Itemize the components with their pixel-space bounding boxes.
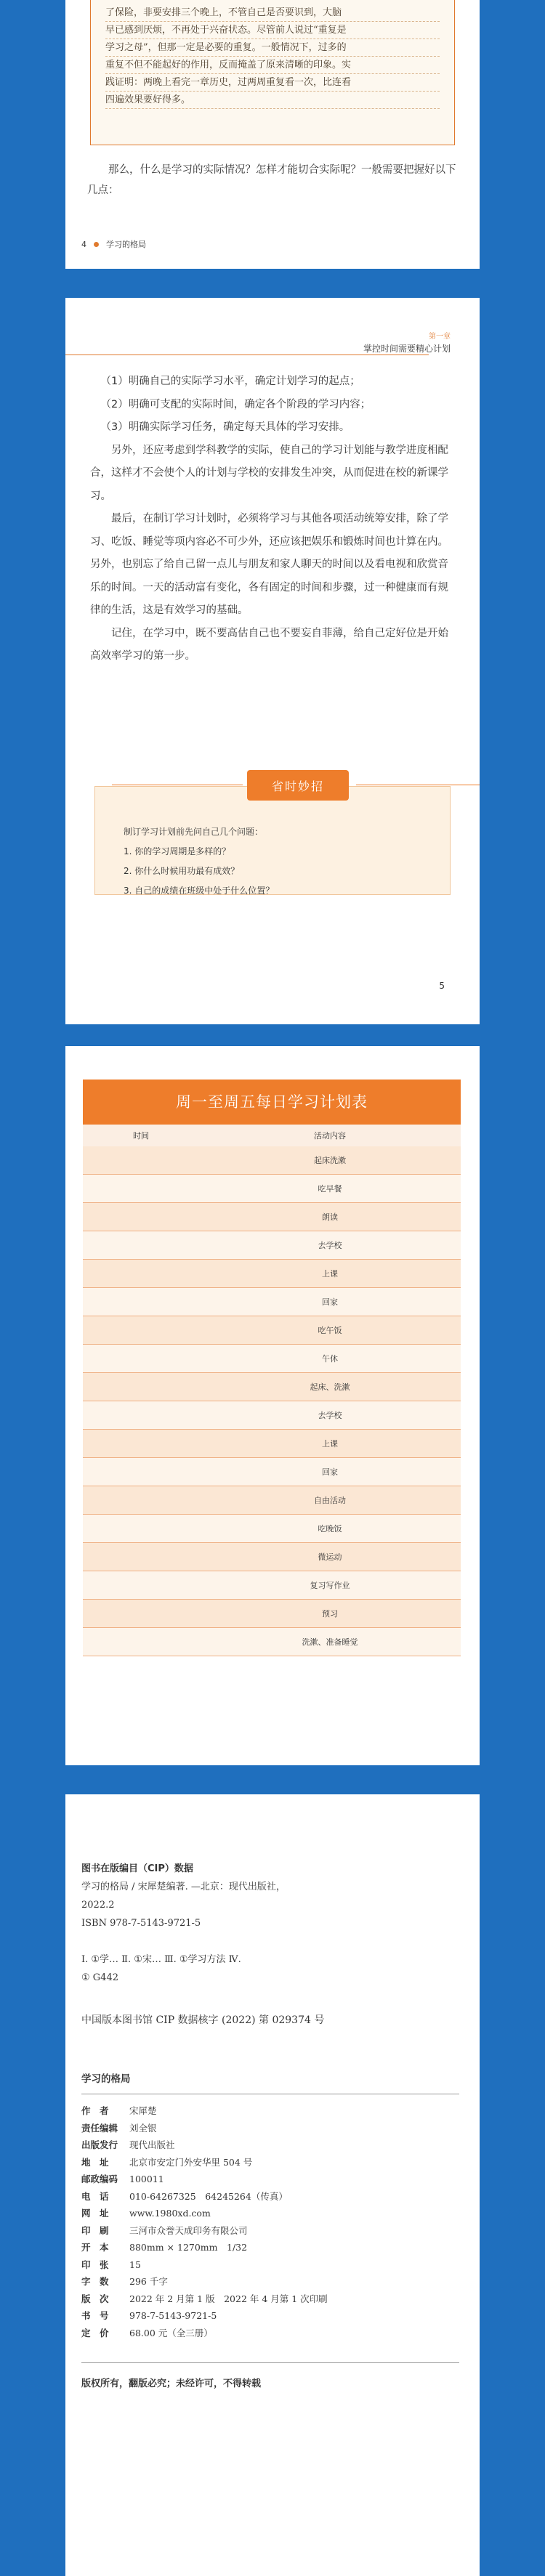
cip-title: 图书在版编目（CIP）数据	[81, 1863, 193, 1874]
book-page-5	[65, 298, 480, 1024]
imprint-label: 字 数	[81, 2276, 109, 2287]
chapter-title: 掌控时间需要精心计划	[363, 344, 451, 354]
imprint-label: 印 刷	[81, 2224, 109, 2236]
column-header-activity: 活动内容	[314, 1131, 346, 1141]
activity-cell: 去学校	[318, 1241, 342, 1250]
schedule-table	[83, 1080, 461, 1656]
table-body	[83, 1146, 461, 1656]
footer-book-title: 学习的格局	[106, 240, 146, 249]
activity-cell: 朗读	[322, 1212, 338, 1222]
tip-line: 3. 自己的成绩在班级中处于什么位置？	[124, 886, 275, 896]
tip-header: 省时妙招	[247, 770, 349, 801]
table-row	[83, 1571, 461, 1600]
imprint-value: 010-64267325 64245264（传真）	[129, 2190, 288, 2202]
table-row	[83, 1458, 461, 1486]
imprint-row	[81, 2102, 328, 2120]
quote-line: 了保险，非要安排三个晚上，不管自己是否要识到，大脑	[105, 4, 440, 22]
table-row	[83, 1260, 461, 1288]
imprint-value: 880mm × 1270mm 1/32	[129, 2242, 248, 2253]
imprint-value: 三河市众誉天成印务有限公司	[129, 2224, 248, 2236]
cip-line: 学习的格局 / 宋犀楚编著. —北京：现代出版社，	[81, 1882, 286, 1892]
tip-content	[124, 822, 274, 901]
imprint-label: 邮政编码	[81, 2174, 118, 2184]
bullet-dot-icon	[94, 242, 99, 247]
column-header-time: 时间	[133, 1131, 149, 1141]
body-paragraph: 最后，在制订学习计划时，必须将学习与其他各项活动统筹安排，除了学习、吃饭、睡觉等项内容必不可少外，还应该把娱乐和锻炼时间也计算在内。另外，也别忘了给自己留一点儿与朋友和家人聊天的时间以及看电视和欣赏音乐的时间。一天的活动富有变化，各有固定的时间和步骤，过一种健康而有规律的生活，这是有效学习的基础。	[90, 513, 448, 616]
rights-notice: 版权所有，翻版必究；未经许可，不得转载	[81, 2378, 262, 2389]
activity-cell: 起床、洗漱	[310, 1382, 350, 1392]
table-row	[83, 1231, 461, 1260]
imprint-label: 定 价	[81, 2327, 109, 2338]
table-row	[83, 1515, 461, 1543]
imprint-value: 现代出版社	[129, 2139, 175, 2150]
activity-cell: 回家	[322, 1297, 338, 1307]
list-item: （3）明确实际学习任务，确定每天具体的学习安排。	[100, 421, 350, 433]
quote-line: 学习之母”，但那一定是必要的重复。一般情况下，过多的	[105, 39, 440, 57]
body-paragraph: 那么，什么是学习的实际情况？怎样才能切合实际呢？一般需要把握好以下几点：	[87, 164, 456, 196]
activity-cell: 上课	[322, 1439, 338, 1449]
imprint-value: 刘全银	[129, 2122, 157, 2134]
table-row	[83, 1345, 461, 1373]
imprint-value: 68.00 元（全三册）	[129, 2327, 213, 2338]
imprint-value: 2022 年 2 月第 1 版 2022 年 4 月第 1 次印刷	[129, 2293, 328, 2304]
imprint-label: 出版发行	[81, 2139, 118, 2150]
quote-line: 四遍效果要好得多。	[105, 92, 440, 109]
imprint-row	[81, 2222, 328, 2240]
table-row	[83, 1146, 461, 1175]
table-row	[83, 1486, 461, 1515]
tip-line: 制订学习计划前先问自己几个问题：	[124, 827, 264, 837]
schedule-page	[65, 1046, 480, 1765]
imprint-row	[81, 2171, 328, 2188]
imprint-row	[81, 2154, 328, 2171]
table-row	[83, 1203, 461, 1231]
activity-cell: 吃晚饭	[318, 1524, 342, 1534]
imprint-label: 电 话	[81, 2190, 109, 2202]
activity-cell: 复习写作业	[310, 1581, 350, 1590]
table-row	[83, 1430, 461, 1458]
imprint-row	[81, 2256, 328, 2274]
imprint-row	[81, 2307, 328, 2325]
activity-cell: 起床洗漱	[314, 1156, 346, 1165]
imprint-label: 网 址	[81, 2208, 109, 2219]
imprint-row	[81, 2325, 328, 2342]
imprint-value: 296 千字	[129, 2276, 168, 2287]
tip-line: 2. 你什么时候用功最有成效？	[124, 866, 240, 876]
table-row	[83, 1288, 461, 1316]
imprint-label: 开 本	[81, 2242, 109, 2253]
imprint-row	[81, 2291, 328, 2308]
activity-cell: 微运动	[318, 1552, 342, 1562]
cip-line: 2022.2	[81, 1900, 115, 1911]
activity-cell: 回家	[322, 1467, 338, 1477]
page-footer	[81, 238, 146, 250]
imprint-label: 作 者	[81, 2105, 109, 2116]
imprint-area	[81, 1794, 459, 2576]
activity-cell: 洗漱、准备睡觉	[302, 1637, 358, 1647]
page-body	[90, 370, 453, 668]
list-item: （2）明确可支配的实际时间，确定各个阶段的学习内容；	[100, 398, 371, 410]
body-paragraph: 记住，在学习中，既不要高估自己也不要妄自菲薄，给自己定好位是开始高效率学习的第一步。	[90, 627, 448, 662]
chapter-header	[363, 330, 451, 355]
chapter-label: 第一章	[429, 333, 451, 341]
activity-cell: 吃早餐	[318, 1184, 342, 1194]
imprint-value: 978-7-5143-9721-5	[129, 2310, 217, 2321]
book-page-4	[65, 0, 480, 269]
imprint-value: 北京市安定门外安华里 504 号	[129, 2156, 253, 2168]
table-row	[83, 1401, 461, 1430]
imprint-label: 书 号	[81, 2310, 109, 2321]
activity-cell: 自由活动	[314, 1496, 346, 1505]
imprint-label: 地 址	[81, 2156, 109, 2168]
imprint-label: 版 次	[81, 2293, 109, 2304]
activity-cell: 吃午饭	[318, 1326, 342, 1335]
imprint-value: 宋犀楚	[129, 2105, 157, 2116]
list-item: （1）明确自己的实际学习水平，确定计划学习的起点；	[100, 376, 360, 387]
imprint-label: 印 张	[81, 2259, 109, 2270]
table-row	[83, 1175, 461, 1203]
activity-cell: 上课	[322, 1269, 338, 1279]
activity-cell: 预习	[322, 1609, 338, 1619]
table-row	[83, 1628, 461, 1656]
imprint-row	[81, 2205, 328, 2222]
table-row	[83, 1373, 461, 1401]
copyright-page	[65, 1794, 480, 2576]
quote-line: 重复不但不能起好的作用，反而掩盖了原来清晰的印象。实	[105, 57, 440, 74]
imprint-row	[81, 2120, 328, 2137]
tip-box	[94, 770, 451, 894]
quote-line: 早已感到厌烦，不再处于兴奋状态。尽管前人说过“重复是	[105, 22, 440, 39]
table-row	[83, 1316, 461, 1345]
book-title: 学习的格局	[81, 2073, 131, 2085]
page-number: 5	[439, 981, 445, 991]
divider	[81, 2362, 459, 2363]
cip-line: ① G442	[81, 1972, 118, 1983]
imprint-value: 15	[129, 2259, 141, 2270]
table-header	[83, 1125, 461, 1146]
cip-line: Ⅰ. ①学… Ⅱ. ①宋… Ⅲ. ①学习方法 Ⅳ.	[81, 1954, 241, 1965]
table-row	[83, 1600, 461, 1628]
table-title: 周一至周五每日学习计划表	[83, 1080, 461, 1125]
imprint-list	[81, 2102, 328, 2341]
activity-cell: 去学校	[318, 1411, 342, 1420]
activity-cell: 午休	[322, 1354, 338, 1364]
page-number: 4	[81, 240, 86, 249]
table-row	[83, 1543, 461, 1571]
quote-line: 践证明：两晚上看完一章历史，过两周重复看一次，比连看	[105, 74, 440, 92]
imprint-value: www.1980xd.com	[129, 2208, 211, 2219]
imprint-row	[81, 2188, 328, 2206]
imprint-label: 责任编辑	[81, 2122, 118, 2134]
imprint-value: 100011	[129, 2174, 164, 2184]
imprint-row	[81, 2273, 328, 2291]
body-paragraph: 另外，还应考虑到学科教学的实际，使自己的学习计划能与教学进度相配合，这样才不会使个人的计划与学校的安排发生冲突，从而促进在校的新课学习。	[90, 444, 448, 502]
imprint-row	[81, 2239, 328, 2256]
cip-number: 中国版本图书馆 CIP 数据核字 (2022) 第 029374 号	[81, 2014, 325, 2026]
imprint-row	[81, 2136, 328, 2154]
cip-line: ISBN 978-7-5143-9721-5	[81, 1918, 201, 1929]
tip-line: 1. 你的学习周期是多样的？	[124, 846, 231, 856]
quote-box	[90, 0, 455, 145]
